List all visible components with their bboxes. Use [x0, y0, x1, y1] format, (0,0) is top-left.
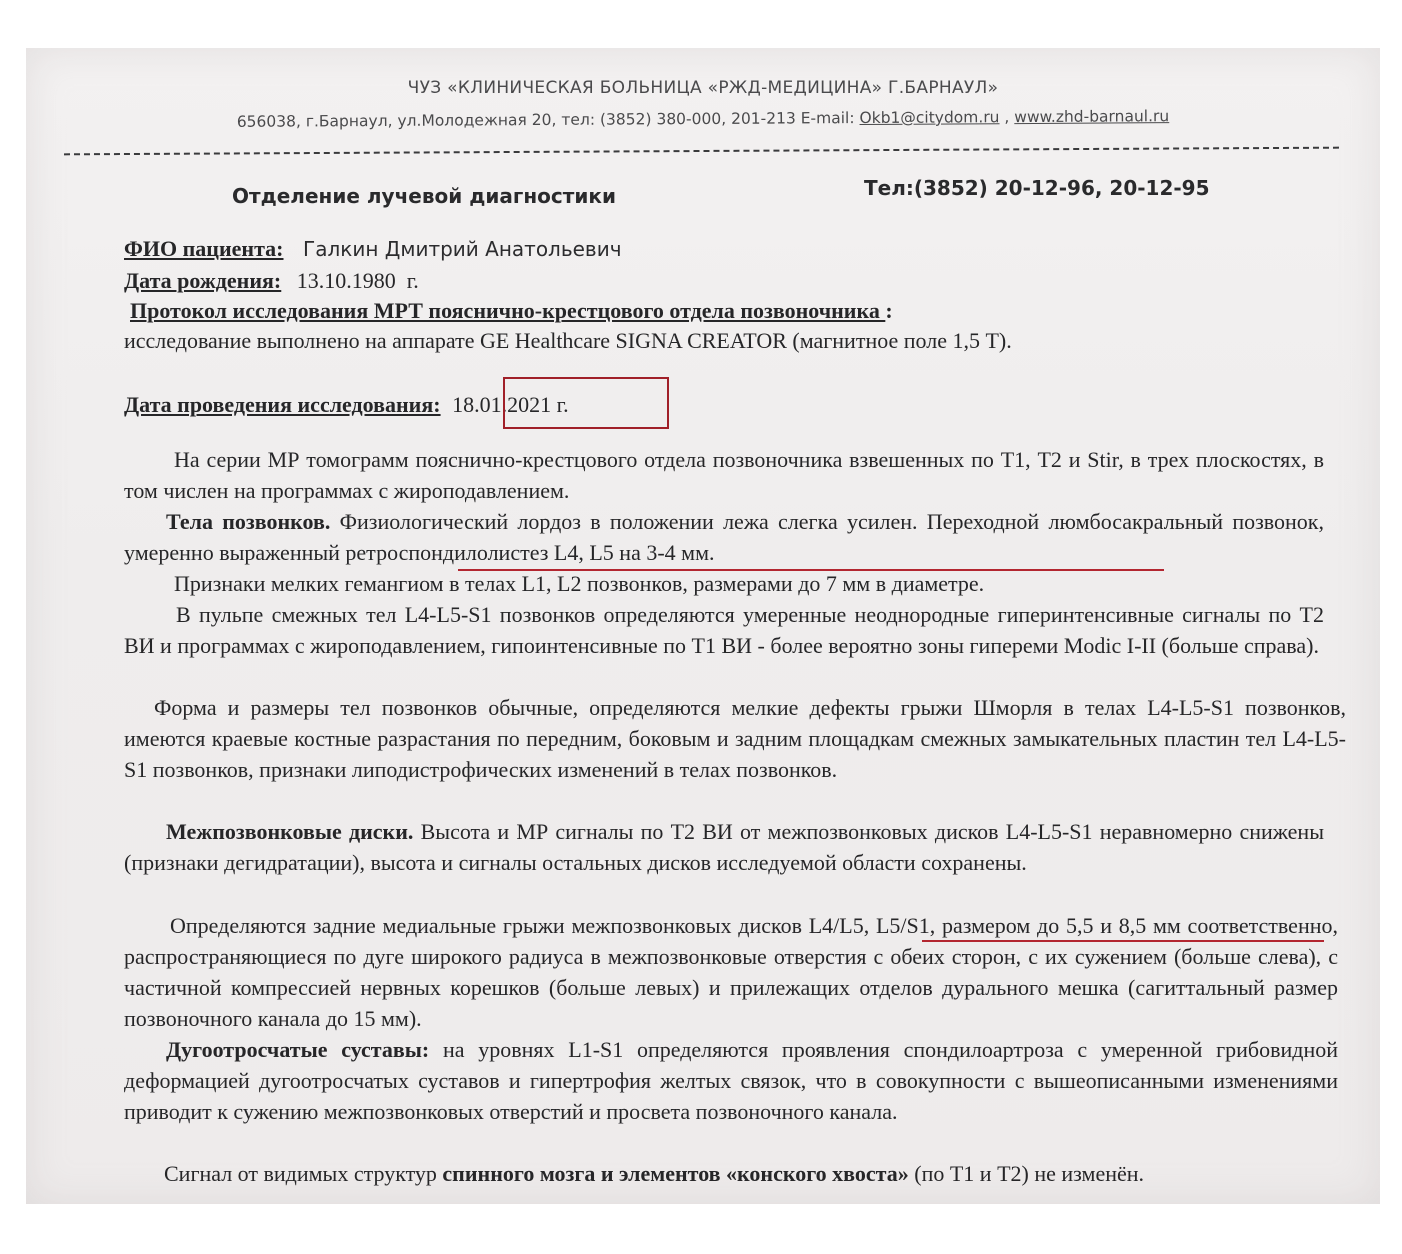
paragraph-shape: Форма и размеры тел позвонков обычные, определяются мелкие дефекты грыжи Шморля в телах L4-L5-S1 позвонков, имеются краевые костные разрастания по передним, боковым и задним площадкам смежных замыкательных пластин тел L4-L5-S1 позвонков, признаки липодистрофических изменений в телах позвонков.	[124, 695, 1346, 782]
study-date-row	[124, 392, 569, 418]
contacts-address: 656038, г.Барнаул, ул.Молодежная 20, тел: (3852) 380-000, 201-213 E-mail:	[236, 109, 860, 131]
paragraph-modic: В пульпе смежных тел L4-L5-S1 позвонков определяются умеренные неоднородные гиперинтенсивные сигналы по Т2 ВИ и программах с жироподавлением, гипоинтенсивные по Т1 ВИ - более вероятно зоны гипереми Modic I-II (больше справа).	[124, 602, 1324, 658]
spinal-cord-text-end: (по Т1 и Т2) не изменён.	[908, 1161, 1145, 1186]
vertebral-bodies-heading: Тела позвонков.	[166, 509, 331, 534]
clinic-contacts	[26, 106, 1380, 132]
study-date-label: Дата проведения исследования:	[124, 392, 441, 417]
department-name: Отделение лучевой диагностики	[232, 184, 616, 208]
birth-date-label: Дата рождения:	[124, 268, 282, 293]
device-info: исследование выполнено на аппарате GE Healthcare SIGNA CREATOR (магнитное поле 1,5 Т).	[124, 328, 1012, 353]
discs-heading: Межпозвонковые диски.	[166, 819, 414, 844]
birth-date: 13.10.1980 г.	[296, 268, 419, 293]
spinal-cord-text-start: Сигнал от видимых структур	[164, 1161, 443, 1186]
contacts-separator: ,	[999, 108, 1015, 127]
study-date: 18.01.2021 г.	[452, 392, 569, 417]
patient-name-row	[124, 236, 622, 262]
department-phone: Тел:(3852) 20-12-96, 20-12-95	[864, 176, 1210, 200]
facet-joints-text: на уровнях L1-S1 определяются проявления спондилоартроза с умеренной грибовидной деформацией дугоотросчатых суставов и гипертрофия желтых связок, что в совокупности с вышеописанными изменениями приводит к сужению межпозвонковых отверстий и просвета позвоночного канала.	[124, 1037, 1338, 1124]
paragraph-vertebral-bodies	[124, 506, 1324, 568]
clinic-website-link[interactable]: www.zhd-barnaul.ru	[1014, 107, 1170, 127]
clinic-name: ЧУЗ «КЛИНИЧЕСКАЯ БОЛЬНИЦА «РЖД-МЕДИЦИНА» Г.БАРНАУЛ»	[407, 78, 999, 98]
discs-text: Высота и МР сигналы по Т2 ВИ от межпозвонковых дисков L4-L5-S1 неравномерно снижены (признаки дегидратации), высота и сигналы остальных дисков исследуемой области сохранены.	[124, 819, 1324, 875]
spinal-cord-text-bold: спинного мозга и элементов «конского хвоста»	[442, 1161, 909, 1186]
paragraph-spinal-cord	[124, 1158, 1364, 1189]
patient-name: Галкин Дмитрий Анатольевич	[303, 237, 622, 261]
vertebral-bodies-text: Физиологический лордоз в положении лежа слегка усилен. Переходной люмбосакральный позвонок, умеренно выраженный ретроспондилолистез L4, L5 на 3-4 мм.	[124, 509, 1324, 565]
protocol-title-row	[130, 298, 893, 324]
paragraph-hemangiomas: Признаки мелких гемангиом в телах L1, L2 позвонков, размерами до 7 мм в диаметре.	[174, 571, 985, 596]
header-divider	[64, 147, 1339, 156]
protocol-title-colon: :	[885, 298, 893, 323]
protocol-title: Протокол исследования МРТ пояснично-крестцового отдела позвоночника	[130, 298, 886, 323]
paragraph-discs	[124, 816, 1324, 878]
paragraph-facet-joints	[124, 1034, 1338, 1127]
study-date-highlight-box	[503, 377, 669, 429]
report-page	[26, 48, 1380, 1204]
patient-name-label: ФИО пациента:	[124, 236, 284, 261]
paragraph-hernias: Определяются задние медиальные грыжи межпозвонковых дисков L4/L5, L5/S1, размером до 5,5 и 8,5 мм соответственно, распространяющиеся по дуге широкого радиуса в межпозвонковые отверстия с обеих сторон, с их сужением (больше слева), с частичной компрессией нервных корешков (больше левых) и прилежащих отделов дурального мешка (сагиттальный размер позвоночного канала до 15 мм).	[124, 913, 1338, 1031]
red-underline-hernia-size	[922, 940, 1324, 942]
paragraph-series: На серии МР томограмм пояснично-крестцового отдела позвоночника взвешенных по Т1, Т2 и Stir, в трех плоскостях, в том числен на программах с жироподавлением.	[124, 447, 1324, 503]
birth-date-row	[124, 268, 419, 294]
facet-joints-heading: Дугоотросчатые суставы:	[166, 1037, 430, 1062]
clinic-email-link[interactable]: Okb1@citydom.ru	[859, 108, 1000, 128]
